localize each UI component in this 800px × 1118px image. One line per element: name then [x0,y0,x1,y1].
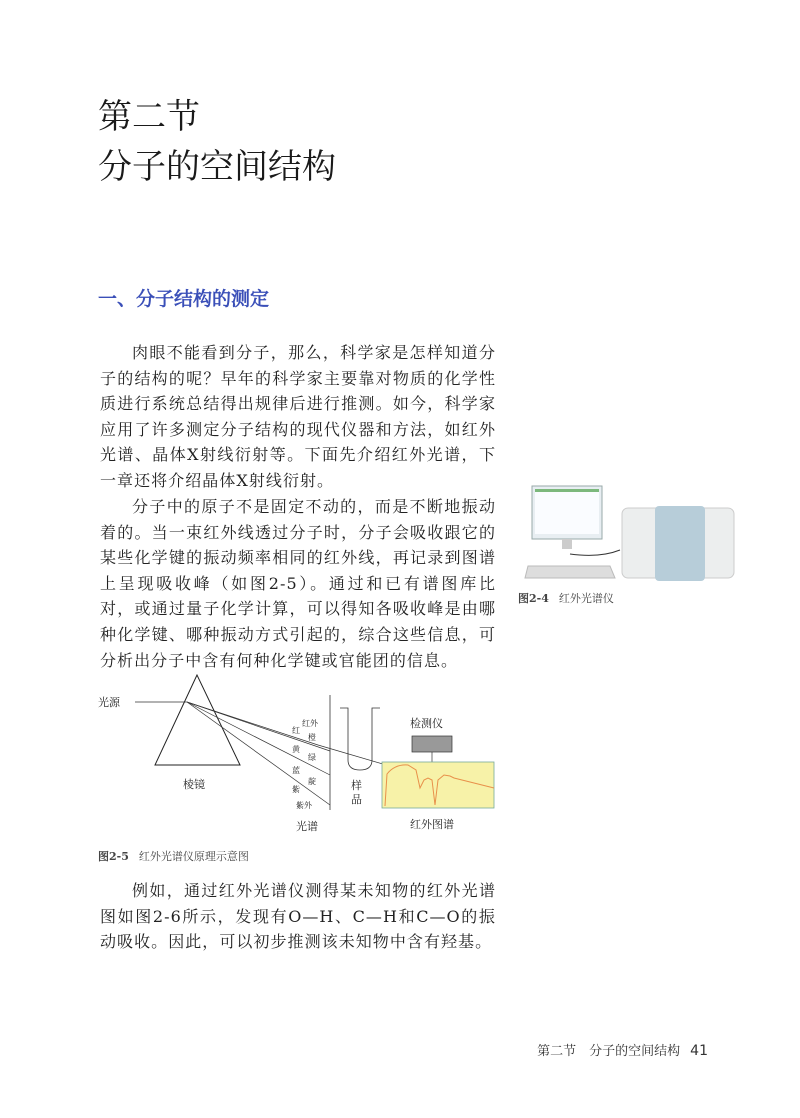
label-sample-2: 品 [351,793,362,806]
paragraph-3: 例如，通过红外光谱仪测得某未知物的红外光谱图如图2-6所示，发现有O—H、C—H和C—O的振动吸收。因此，可以初步推测该未知物中含有羟基。 [100,881,496,952]
figure-caption: 红外光谱仪 [558,592,614,605]
ir-principle-diagram [90,670,510,840]
paragraph-2: 分子中的原子不是固定不动的，而是不断地振动着的。当一束红外线透过分子时，分子会吸收跟它的某些化学键的振动频率相同的红外线，再记录到图谱上呈现吸收峰（如图2-5）。通过和已有谱图库比对，或通过量子化学计算，可以得知各吸收峰是由哪种化学键、哪种振动方式引起的，综合这些信息，可分析出分子中含有何种化学键或官能团的信息。 [100,497,496,670]
ir-spectrum-chart [382,762,494,808]
page-footer [537,1040,708,1059]
prism [155,675,240,765]
band-yellow: 黄 [292,745,300,754]
title-line-2: 分子的空间结构 [98,147,336,187]
paragraph-1: 肉眼不能看到分子，那么，科学家是怎样知道分子的结构的呢？早年的科学家主要靠对物质的化学性质进行系统总结得出规律后进行推测。如今，科学家应用了许多测定分子结构的现代仪器和方法，如红外光谱、晶体X射线衍射等。下面先介绍红外光谱，下一章还将介绍晶体X射线衍射。 [100,343,496,490]
ir-spectrometer-photo [520,478,740,583]
band-orange: 橙 [308,733,316,742]
label-sample-1: 样 [351,779,362,792]
band-infrared: 红外 [302,719,318,728]
label-prism: 棱镜 [183,778,205,791]
figure-2-4-caption [518,590,614,606]
label-detector: 检测仪 [410,717,443,730]
band-red: 红 [292,726,300,735]
band-indigo: 靛 [308,777,316,786]
title-line-1: 第二节 [98,97,200,137]
band-green: 绿 [308,753,316,762]
detector-box [412,736,452,752]
figure-caption: 红外光谱仪原理示意图 [138,850,249,863]
band-ultraviolet: 紫外 [296,801,312,810]
band-blue: 蓝 [292,766,300,775]
page-title [98,92,336,192]
label-spectrum: 光谱 [296,820,318,833]
figure-2-5-caption [98,848,249,864]
footer-section: 第二节 分子的空间结构 [537,1044,681,1059]
figure-number: 图2-5 [98,850,129,863]
label-light-source: 光源 [98,696,120,709]
section-heading: 一、分子结构的测定 [98,288,270,310]
label-ir-spectrum: 红外图谱 [410,818,454,831]
band-violet: 紫 [292,785,300,794]
page-number: 41 [690,1043,708,1059]
figure-number: 图2-4 [518,592,549,605]
